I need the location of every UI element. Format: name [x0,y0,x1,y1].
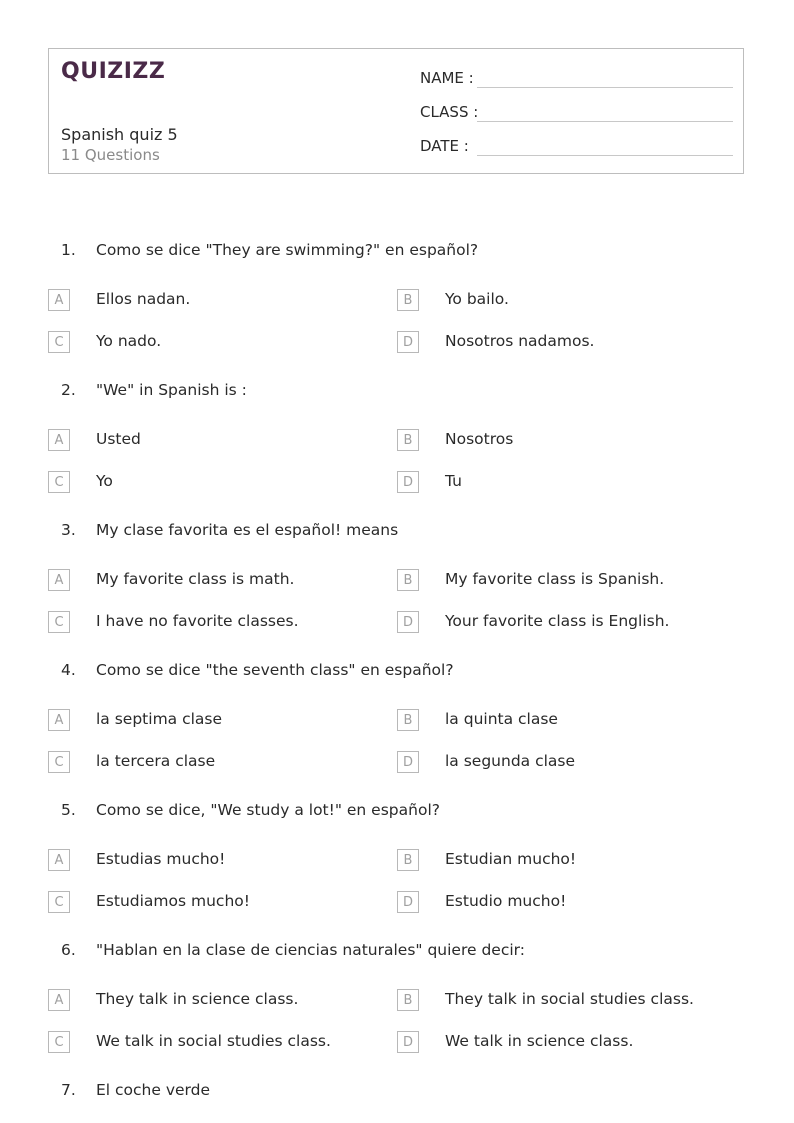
option-b-text: la quinta clase [445,710,558,728]
option-d-checkbox[interactable]: D [397,331,419,353]
option-b-text: My favorite class is Spanish. [445,570,665,588]
question-text: Como se dice "They are swimming?" en español? [96,241,479,259]
question-number: 1. [61,241,76,259]
question-number: 6. [61,941,76,959]
option-d-text: We talk in science class. [445,1032,634,1050]
option-b-checkbox[interactable]: B [397,849,419,871]
option-c-checkbox[interactable]: C [48,1031,70,1053]
option-b-checkbox[interactable]: B [397,709,419,731]
option-c-text: Estudiamos mucho! [96,892,250,910]
question-text: My clase favorita es el español! means [96,521,399,539]
option-a-text: They talk in science class. [96,990,299,1008]
option-a-checkbox[interactable]: A [48,569,70,591]
option-b-text: They talk in social studies class. [445,990,694,1008]
name-field[interactable] [420,69,474,87]
question-text: "Hablan en la clase de ciencias naturales" quiere decir: [96,941,525,959]
quizizz-logo: QUIZIZZ [61,59,166,84]
question-number: 7. [61,1081,76,1099]
question-count: 11 Questions [61,146,160,164]
option-a-text: la septima clase [96,710,223,728]
question-number: 3. [61,521,76,539]
option-c-text: Yo nado. [96,332,162,350]
option-b-checkbox[interactable]: B [397,569,419,591]
option-b-text: Estudian mucho! [445,850,577,868]
option-d-text: Tu [445,472,462,490]
question-number: 4. [61,661,76,679]
date-label: DATE : [420,137,469,155]
option-d-checkbox[interactable]: D [397,471,419,493]
quiz-title: Spanish quiz 5 [61,125,178,144]
option-a-text: Estudias mucho! [96,850,226,868]
option-a-checkbox[interactable]: A [48,429,70,451]
date-line [477,155,733,156]
option-a-checkbox[interactable]: A [48,709,70,731]
option-d-text: Your favorite class is English. [445,612,670,630]
question-number: 5. [61,801,76,819]
option-d-text: Nosotros nadamos. [445,332,595,350]
option-b-checkbox[interactable]: B [397,429,419,451]
option-a-checkbox[interactable]: A [48,289,70,311]
option-b-text: Nosotros [445,430,514,448]
option-a-text: Ellos nadan. [96,290,191,308]
option-d-text: la segunda clase [445,752,576,770]
name-label: NAME : [420,69,474,87]
question-text: El coche verde [96,1081,211,1099]
option-b-checkbox[interactable]: B [397,989,419,1011]
option-d-checkbox[interactable]: D [397,1031,419,1053]
question-number: 2. [61,381,76,399]
option-c-checkbox[interactable]: C [48,471,70,493]
option-c-checkbox[interactable]: C [48,751,70,773]
option-a-checkbox[interactable]: A [48,989,70,1011]
option-c-checkbox[interactable]: C [48,611,70,633]
class-label: CLASS : [420,103,479,121]
option-c-text: Yo [96,472,113,490]
date-field[interactable] [420,137,469,155]
option-d-checkbox[interactable]: D [397,611,419,633]
option-b-checkbox[interactable]: B [397,289,419,311]
option-d-checkbox[interactable]: D [397,751,419,773]
option-d-checkbox[interactable]: D [397,891,419,913]
class-field[interactable] [420,103,478,121]
option-a-text: My favorite class is math. [96,570,295,588]
option-c-text: la tercera clase [96,752,216,770]
option-c-text: I have no favorite classes. [96,612,299,630]
option-c-checkbox[interactable]: C [48,331,70,353]
option-a-text: Usted [96,430,141,448]
worksheet-header [48,48,744,174]
question-text: Como se dice "the seventh class" en español? [96,661,454,679]
question-text: "We" in Spanish is : [96,381,247,399]
option-c-text: We talk in social studies class. [96,1032,331,1050]
option-b-text: Yo bailo. [445,290,509,308]
option-d-text: Estudio mucho! [445,892,567,910]
question-text: Como se dice, "We study a lot!" en español? [96,801,440,819]
option-a-checkbox[interactable]: A [48,849,70,871]
class-line [477,121,733,122]
option-c-checkbox[interactable]: C [48,891,70,913]
name-line [477,87,733,88]
